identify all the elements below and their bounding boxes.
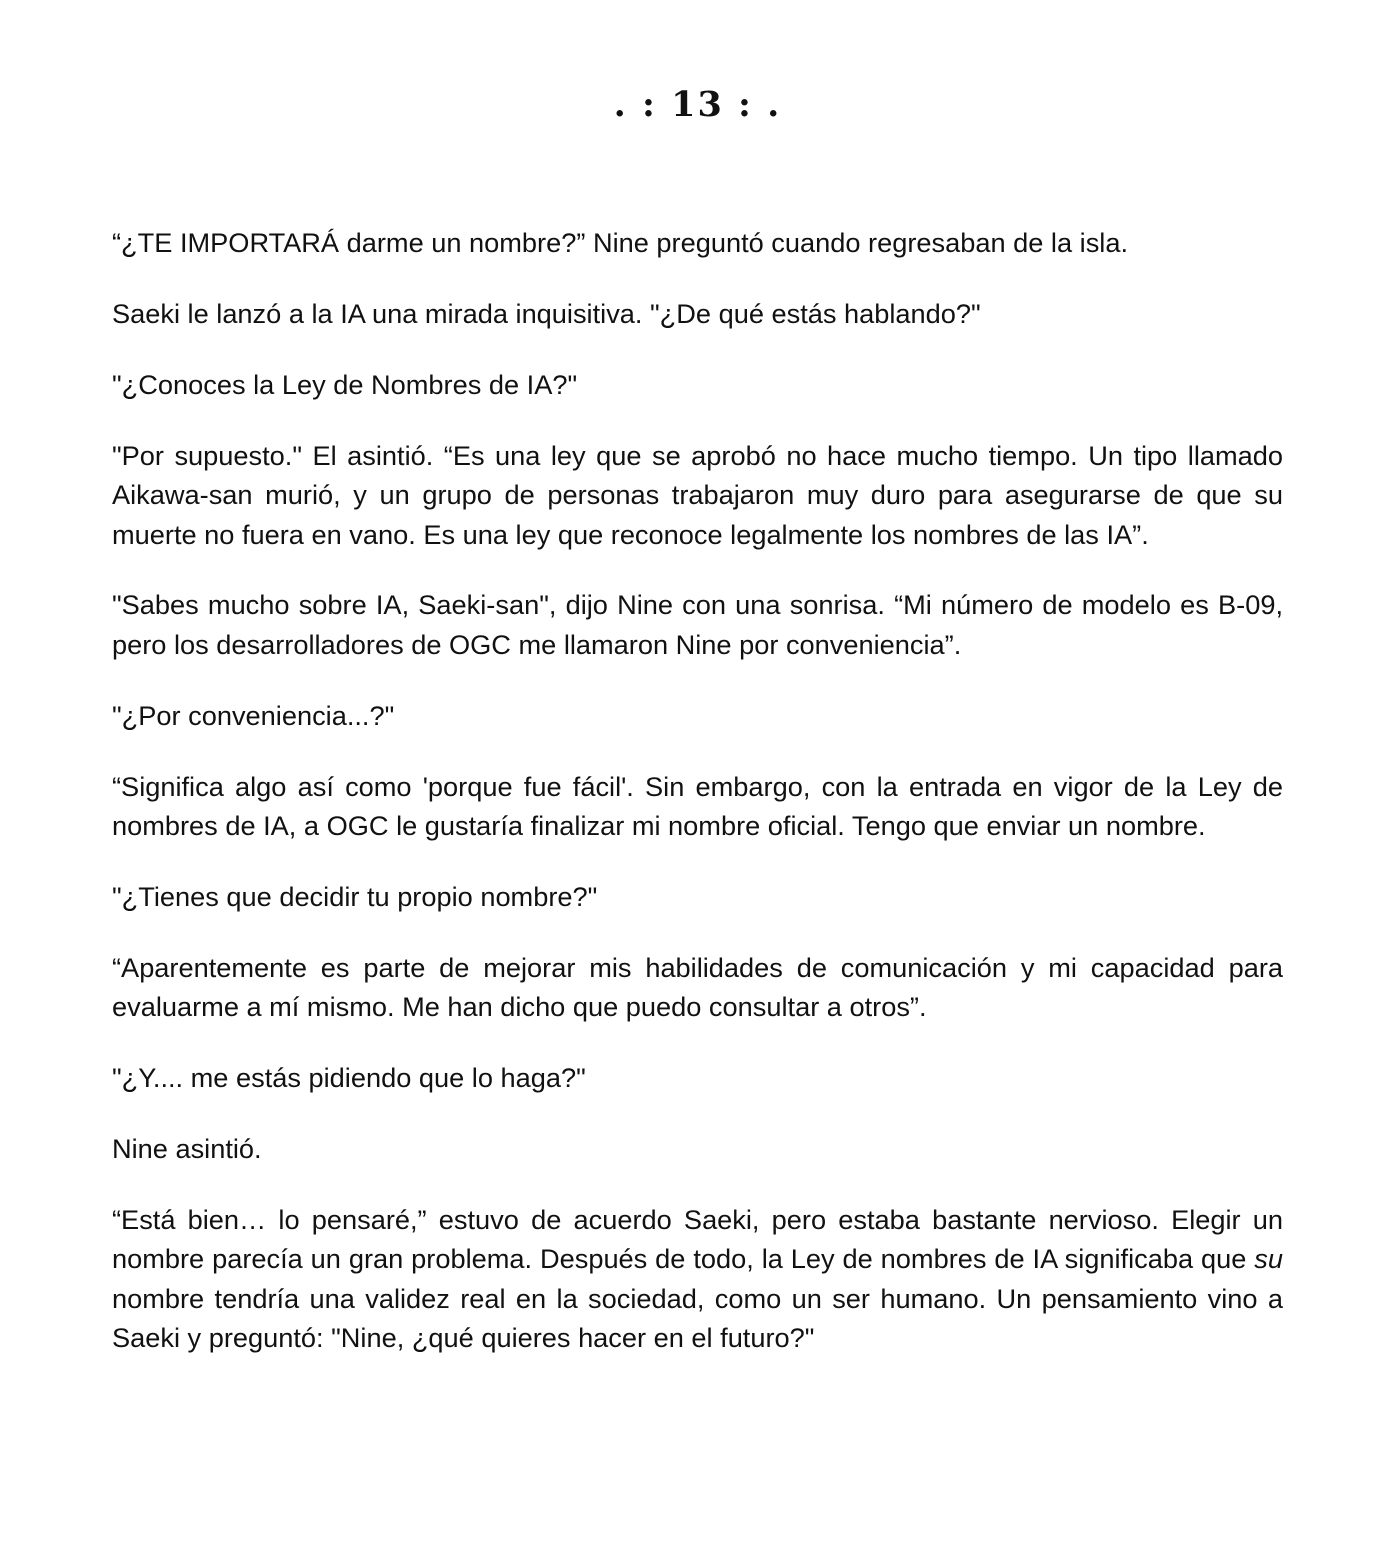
paragraph: "¿Por conveniencia...?": [112, 699, 395, 731]
paragraph: Nine asintió.: [112, 1133, 262, 1165]
chapter-title: . : 13 : .: [613, 84, 782, 125]
paragraph: "Por supuesto." El asintió. “Es una ley que se aprobó no hace mucho tiempo. Un tipo llamado Aikawa-san murió, y un grupo de personas trabajaron muy duro para asegurarse de que su muerte no fuera en vano. Es una ley que reconoce legalmente los nombres de las IA”.: [112, 439, 1283, 550]
paragraph: "Sabes mucho sobre IA, Saeki-san", dijo Nine con una sonrisa. “Mi número de modelo es B-09, pero los desarrolladores de OGC me llamaron Nine por conveniencia”.: [112, 589, 1283, 660]
paragraph: Saeki le lanzó a la IA una mirada inquisitiva. "¿De qué estás hablando?": [112, 297, 981, 329]
paragraph: "¿Y.... me estás pidiendo que lo haga?": [112, 1062, 586, 1094]
paragraph-text-before-emphasis: “Está bien… lo pensaré,” estuvo de acuerdo Saeki, pero estaba bastante nervioso. Elegir un nombre parecía un gran problema. Después de todo, la Ley de nombres de IA significaba que: [112, 1204, 1283, 1275]
paragraph: “¿TE IMPORTARÁ darme un nombre?” Nine preguntó cuando regresaban de la isla.: [112, 227, 1128, 258]
paragraph: “Aparentemente es parte de mejorar mis habilidades de comunicación y mi capacidad para evaluarme a mí mismo. Me han dicho que puedo consultar a otros”.: [112, 951, 1283, 1023]
paragraph-last: [112, 1200, 1283, 1358]
paragraph: "¿Conoces la Ley de Nombres de IA?": [112, 368, 578, 400]
paragraph-text-after-emphasis: nombre tendría una validez real en la sociedad, como un ser humano. Un pensamiento vino a Saeki y preguntó: "Nine, ¿qué quieres hacer en el futuro?": [112, 1282, 1283, 1354]
chapter-body: [112, 223, 1283, 1389]
paragraph: "¿Tienes que decidir tu propio nombre?": [112, 880, 598, 912]
paragraph: “Significa algo así como 'porque fue fácil'. Sin embargo, con la entrada en vigor de la Ley de nombres de IA, a OGC le gustaría finalizar mi nombre oficial. Tengo que enviar un nombre.: [112, 770, 1283, 842]
emphasized-word: su: [1254, 1243, 1283, 1275]
